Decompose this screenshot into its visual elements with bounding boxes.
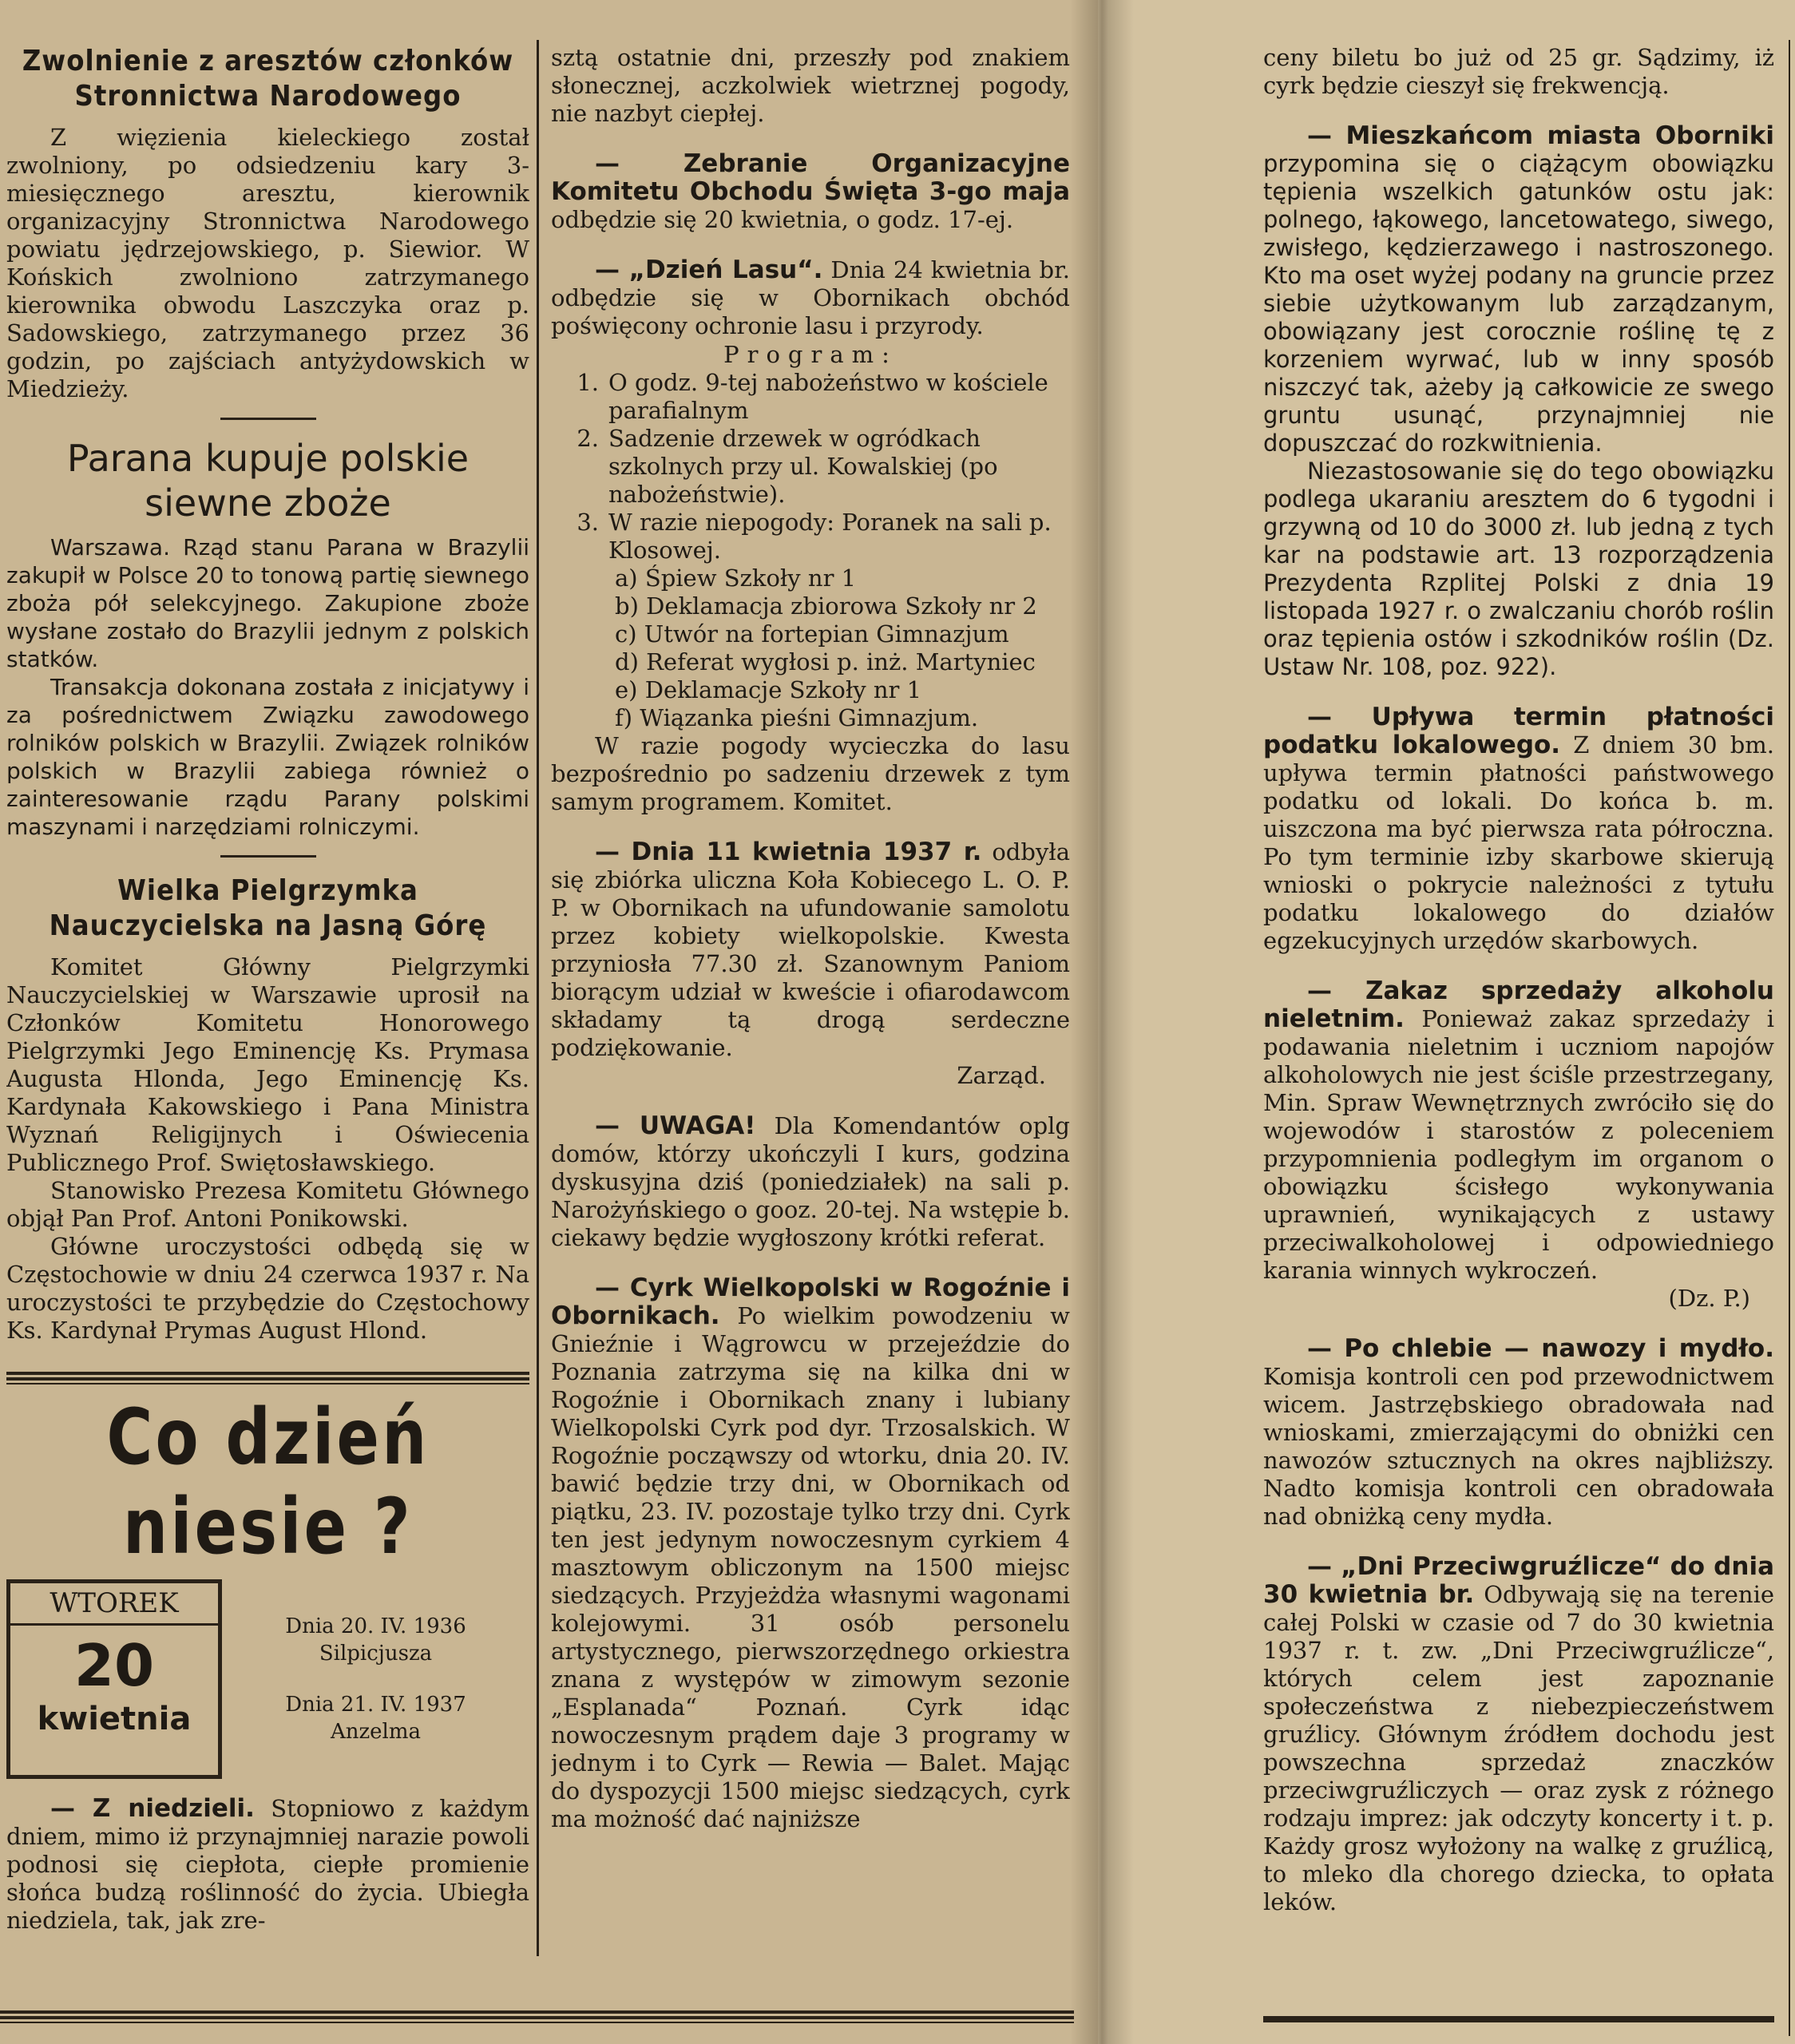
calendar-weekday: WTOREK xyxy=(10,1583,218,1626)
continuation-text: ceny biletu bo już od 25 gr. Sądzimy, iż cyrk będzie cieszył się frekwencją. xyxy=(1263,44,1774,99)
column-1 xyxy=(6,44,529,1935)
article-pielgrzymka-p3: Główne uroczystości odbędą się w Częstochowie w dniu 24 czerwca 1937 r. Na uroczystości te przybędzie do Częstochowy Ks. Kardynał Prymas August Hlond. xyxy=(6,1233,529,1344)
article-body: Dnia 24 kwietnia br. odbędzie się w Obornikach obchód poświęcony ochronie lasu i przyrody. xyxy=(551,256,1070,339)
continuation-text: sztą ostatnie dni, przeszły pod znakiem słonecznej, aczkolwiek wietrznej pogody, nie nazbyt ciepłej. xyxy=(551,44,1070,127)
article-oset xyxy=(1263,122,1774,458)
column-rule-right xyxy=(1789,40,1790,2036)
column-3 xyxy=(1263,44,1774,1916)
calendar-block xyxy=(6,1579,529,1779)
article-zwolnienie-body: Z więzienia kieleckiego został zwolniony, po odsiedzeniu kary 3-miesięcznego aresztu, kierownik organizacyjny Stronnictwa Narodowego powiatu jędrzejowskiego, p. Siewior. W Końskich zwolniono zatrzymanego kierownika obwodu Laszczyka oraz p. Sadowskiego, zatrzymanego przez 36 godzin, po zajściach antyżydowskich w Miedzieży. xyxy=(6,124,529,402)
article-alkohol xyxy=(1263,977,1774,1285)
nameday-2: Anzelma xyxy=(330,1720,422,1744)
section-rule xyxy=(6,1372,529,1384)
article-lead: — UWAGA! xyxy=(595,1111,756,1140)
article-lead: — Zebranie Organizacyjne Komitetu Obchodu Święta 3-go maja xyxy=(551,149,1070,206)
column-rule xyxy=(537,40,539,1956)
calendar-dates xyxy=(222,1613,529,1745)
article-pielgrzymka-p2: Stanowisko Prezesa Komitetu Głównego objął Pan Prof. Antoni Ponikowski. xyxy=(6,1177,529,1232)
program-list xyxy=(551,369,1070,732)
article-z-niedzieli xyxy=(6,1795,529,1935)
article-lead: — Upływa termin płatności podatku lokalowego. xyxy=(1263,703,1774,759)
program-item: 1. O godz. 9-tej nabożeństwo w kościele parafialnym xyxy=(577,369,1048,424)
column-2 xyxy=(551,44,1070,1833)
signature-zarzad: Zarząd. xyxy=(957,1062,1046,1089)
bottom-rule-left xyxy=(0,2010,1074,2023)
program-subitem: b) Deklamacja zbiorowa Szkoły nr 2 xyxy=(615,592,1037,620)
article-dzien-lasu xyxy=(551,256,1070,340)
article-body: Po wielkim powodzeniu w Gnieźnie i Wągrowcu w przejeździe do Poznania zatrzyma się na kilka dni w Rogoźnie i Obornikach znany i lubiany Wielkopolski Cyrk pod dyr. Trzosalskich. W Rogoźnie począwszy od wtorku, dnia 20. IV. bawić będzie trzy dni, w Obornikach od piątku, 23. IV. pozostaje tylko trzy dni. Cyrk ten jest jedynym nowoczesnym cyrkiem 4 masztowym obliczonym na 1500 miejsc siedzących. Przyjeżdża własnymi wagonami kolejowymi. 31 osób personelu artystycznego, pierwszorzędnego orkiestra znana z występów w zimowym sezonie „Esplanada“ Poznań. Cyrk idąc nowoczesnym prądem daje 3 programy w jednym i to Cyrk — Rewia — Balet. Mając do dyspozycji 1500 miejsc siedzących, cyrk ma możność dać najniższe xyxy=(551,1302,1070,1832)
program-item: 2. Sadzenie drzewek w ogródkach szkolnych przy ul. Kowalskiej (po nabożeństwie). xyxy=(577,425,998,508)
article-lead: — Mieszkańcom miasta Oborniki xyxy=(1307,121,1774,150)
nameday-1: Silpicjusza xyxy=(319,1642,433,1666)
date-line-2: Dnia 21. IV. 1937 xyxy=(285,1693,466,1717)
signature-komitet: Komitet. xyxy=(792,788,893,815)
article-nawozy xyxy=(1263,1335,1774,1531)
calendar-card xyxy=(6,1579,222,1779)
article-pielgrzymka-p1: Komitet Główny Pielgrzymki Nauczycielskiej w Warszawie uprosił na Członków Komitetu Honorowego Pielgrzymki Jego Eminencję Ks. Prymasa Augusta Hlonda, Jego Eminencję Ks. Kardynała Kakowskiego i Pana Ministra Wyznań Religijnych i Oświecenia Publicznego Prof. Swiętosławskiego. xyxy=(6,953,529,1176)
article-parana-p1: Warszawa. Rząd stanu Parana w Brazylii zakupił w Polsce 20 to tonową partię siewnego zboża pół selekcyjnego. Zakupione zboże wysłane zostało do Brazylii jednym z polskich statków. xyxy=(6,534,529,672)
page-gutter xyxy=(1070,0,1134,2044)
separator xyxy=(220,855,316,858)
program-subitem: d) Referat wygłosi p. inż. Martyniec xyxy=(615,648,1036,675)
article-parana-p2: Transakcja dokonana została z inicjatywy i za pośrednictwem Związku zawodowego rolników polskich w Brazylii. Związek rolników polskich w Brazylii zabiega również o zainteresowanie rządu Parany polskimi maszynami i narzędziami rolniczymi. xyxy=(6,674,529,840)
program-subitem: e) Deklamacje Szkoły nr 1 xyxy=(615,676,922,703)
article-body: przypomina się o ciążącym obowiązku tępienia wszelkich gatunków ostu jak: polnego, łąkowego, lancetowatego, siwego, zwisłego, kędzierzawego i nastroszonego. Kto ma oset wyżej podany na gruncie przez siebie użytkowanym lub zarządzanym, obowiązany jest corocznie roślinę tę z korzeniem wyrwać, lub w inny sposób niszczyć tak, ażeby ją całkowicie ze swego gruntu usunąć, przynajmniej nie dopuszczać do rozkwitnienia. xyxy=(1263,150,1774,457)
article-body: odbyła się zbiórka uliczna Koła Kobiecego L. O. P. P. w Obornikach na ufundowanie samolotu przez kobiety wielkopolskie. Kwesta przyniosła 77.30 zł. Szanownym Paniom biorącym udział w kweście i ofiarodawcom składamy tą drogą serdeczne podziękowanie. xyxy=(551,838,1070,1061)
article-cyrk xyxy=(551,1274,1070,1833)
program-subitem: c) Utwór na fortepian Gimnazjum xyxy=(615,620,1009,648)
article-body: Komisja kontroli cen pod przewodnictwem wicem. Jastrzębskiego obradowała nad wnioskami, zmierzającymi do obniżki cen nawozów sztucznych na okres najbliższy. Nadto komisja kontroli cen obradowała nad obniżką ceny mydła. xyxy=(1263,1363,1774,1530)
article-lead: — Cyrk Wielkopolski w Rogoźnie i Obornikach. xyxy=(551,1274,1070,1330)
article-podatek xyxy=(1263,703,1774,955)
article-body: odbędzie się 20 kwietnia, o godz. 17-ej. xyxy=(551,206,1014,233)
article-lead: — Dnia 11 kwietnia 1937 r. xyxy=(595,838,982,866)
article-body: Stopniowo z każdym dniem, mimo iż przynajmniej narazie powoli podnosi się ciepłota, ciepłe promienie słońca budzą roślinność do życia. Ubiegła niedziela, tak, jak zre- xyxy=(6,1795,529,1934)
article-lead: — Zakaz sprzedaży alkoholu nieletnim. xyxy=(1263,976,1774,1033)
article-body: Odbywają się na terenie całej Polski w czasie od 7 do 30 kwietnia 1937 r. t. zw. „Dni Przeciwgruźlicze“, których celem jest zapoznanie społeczeństwa z niebezpieczeństwem gruźlicy. Głównym źródłem dochodu jest powszechna sprzedaż znaczków przeciwgruźliczych — oraz zysk z różnego rodzaju imprez: jak odczyty koncerty i t. p. Każdy grosz wyłożony na walkę z gruźlicą, to mleko dla chorego dziecka, to opłata leków. xyxy=(1263,1581,1774,1915)
article-lead: — Po chlebie — nawozy i mydło. xyxy=(1307,1334,1774,1363)
article-lead: — „Dni Przeciwgruźlicze“ do dnia 30 kwietnia br. xyxy=(1263,1552,1774,1609)
article-lopp xyxy=(551,838,1070,1062)
program-item: 3. W razie niepogody: Poranek na sali p. Klosowej. xyxy=(577,509,1052,564)
article-zebranie xyxy=(551,150,1070,234)
article-body: Z dniem 30 bm. upływa termin płatności państwowego podatku od lokali. Do końca b. m. uiszczona ma być pierwsza rata półroczna. Po tym terminie izby skarbowe skierują wnioski o pokrycie należności z tytułu podatku lokalowego do działów egzekucyjnych urzędów skarbowych. xyxy=(1263,731,1774,954)
date-line-1: Dnia 20. IV. 1936 xyxy=(285,1614,466,1638)
program-after: W razie pogody wycieczka do lasu bezpośrednio po sadzeniu drzewek z tym samym programem. Komitet. xyxy=(551,732,1070,815)
article-body: Dla Komendantów oplg domów, którzy ukończyli I kurs, godzina dyskusyjna dziś (poniedziałek) na sali p. Narożyńskiego o gooz. 20-tej. Na wstępie b. ciekawy będzie wygłoszony krótki referat. xyxy=(551,1112,1070,1251)
program-subitem: f) Wiązanka pieśni Gimnazjum. xyxy=(615,704,979,731)
article-oset-p2: Niezastosowanie się do tego obowiązku podlega ukaraniu aresztem do 6 tygodni i grzywną od 10 do 3000 zł. lub jedną z tych kar na podstawie art. 13 rozporządzenia Prezydenta Rzplitej Polski z dnia 19 listopada 1927 r. o zwalczaniu chorób roślin oraz tępienia ostów i szkodników roślin (Dz. Ustaw Nr. 108, poz. 922). xyxy=(1263,458,1774,680)
section-title-co-dzien-niesie: Co dzień niesie ? xyxy=(106,1392,430,1571)
source-dzp: (Dz. P.) xyxy=(1668,1285,1750,1312)
article-body: Ponieważ zakaz sprzedaży i podawania nieletnim i uczniom napojów alkoholowych nie jest ściśle przestrzegany, Min. Spraw Wewnętrznych zwróciło się do wojewodów i starostów z poleceniem przypomnienia podległym im organom o obowiązku ścisłego wykonywania uprawnień, wynikających z ustawy przeciwalkoholowej i odpowiedniego karania winnych wykroczeń. xyxy=(1263,1005,1774,1284)
bottom-rule-right xyxy=(1263,2016,1774,2022)
program-subitem: a) Śpiew Szkoły nr 1 xyxy=(615,564,857,592)
article-uwaga xyxy=(551,1112,1070,1252)
headline-parana: Parana kupuje polskie siewne zboże xyxy=(66,437,470,525)
article-gruzlica xyxy=(1263,1553,1774,1916)
separator xyxy=(220,418,316,420)
headline-pielgrzymka: Wielka Pielgrzymka Nauczycielska na Jasną Górę xyxy=(49,874,487,942)
headline-zwolnienie: Zwolnienie z aresztów członków Stronnictwa Narodowego xyxy=(22,45,514,113)
article-lead: — Z niedzieli. xyxy=(50,1794,255,1823)
article-lead: — „Dzień Lasu“. xyxy=(595,256,823,284)
calendar-month: kwietnia xyxy=(37,1701,192,1737)
calendar-day-number: 20 xyxy=(73,1632,155,1699)
program-title: Program: xyxy=(723,341,898,368)
